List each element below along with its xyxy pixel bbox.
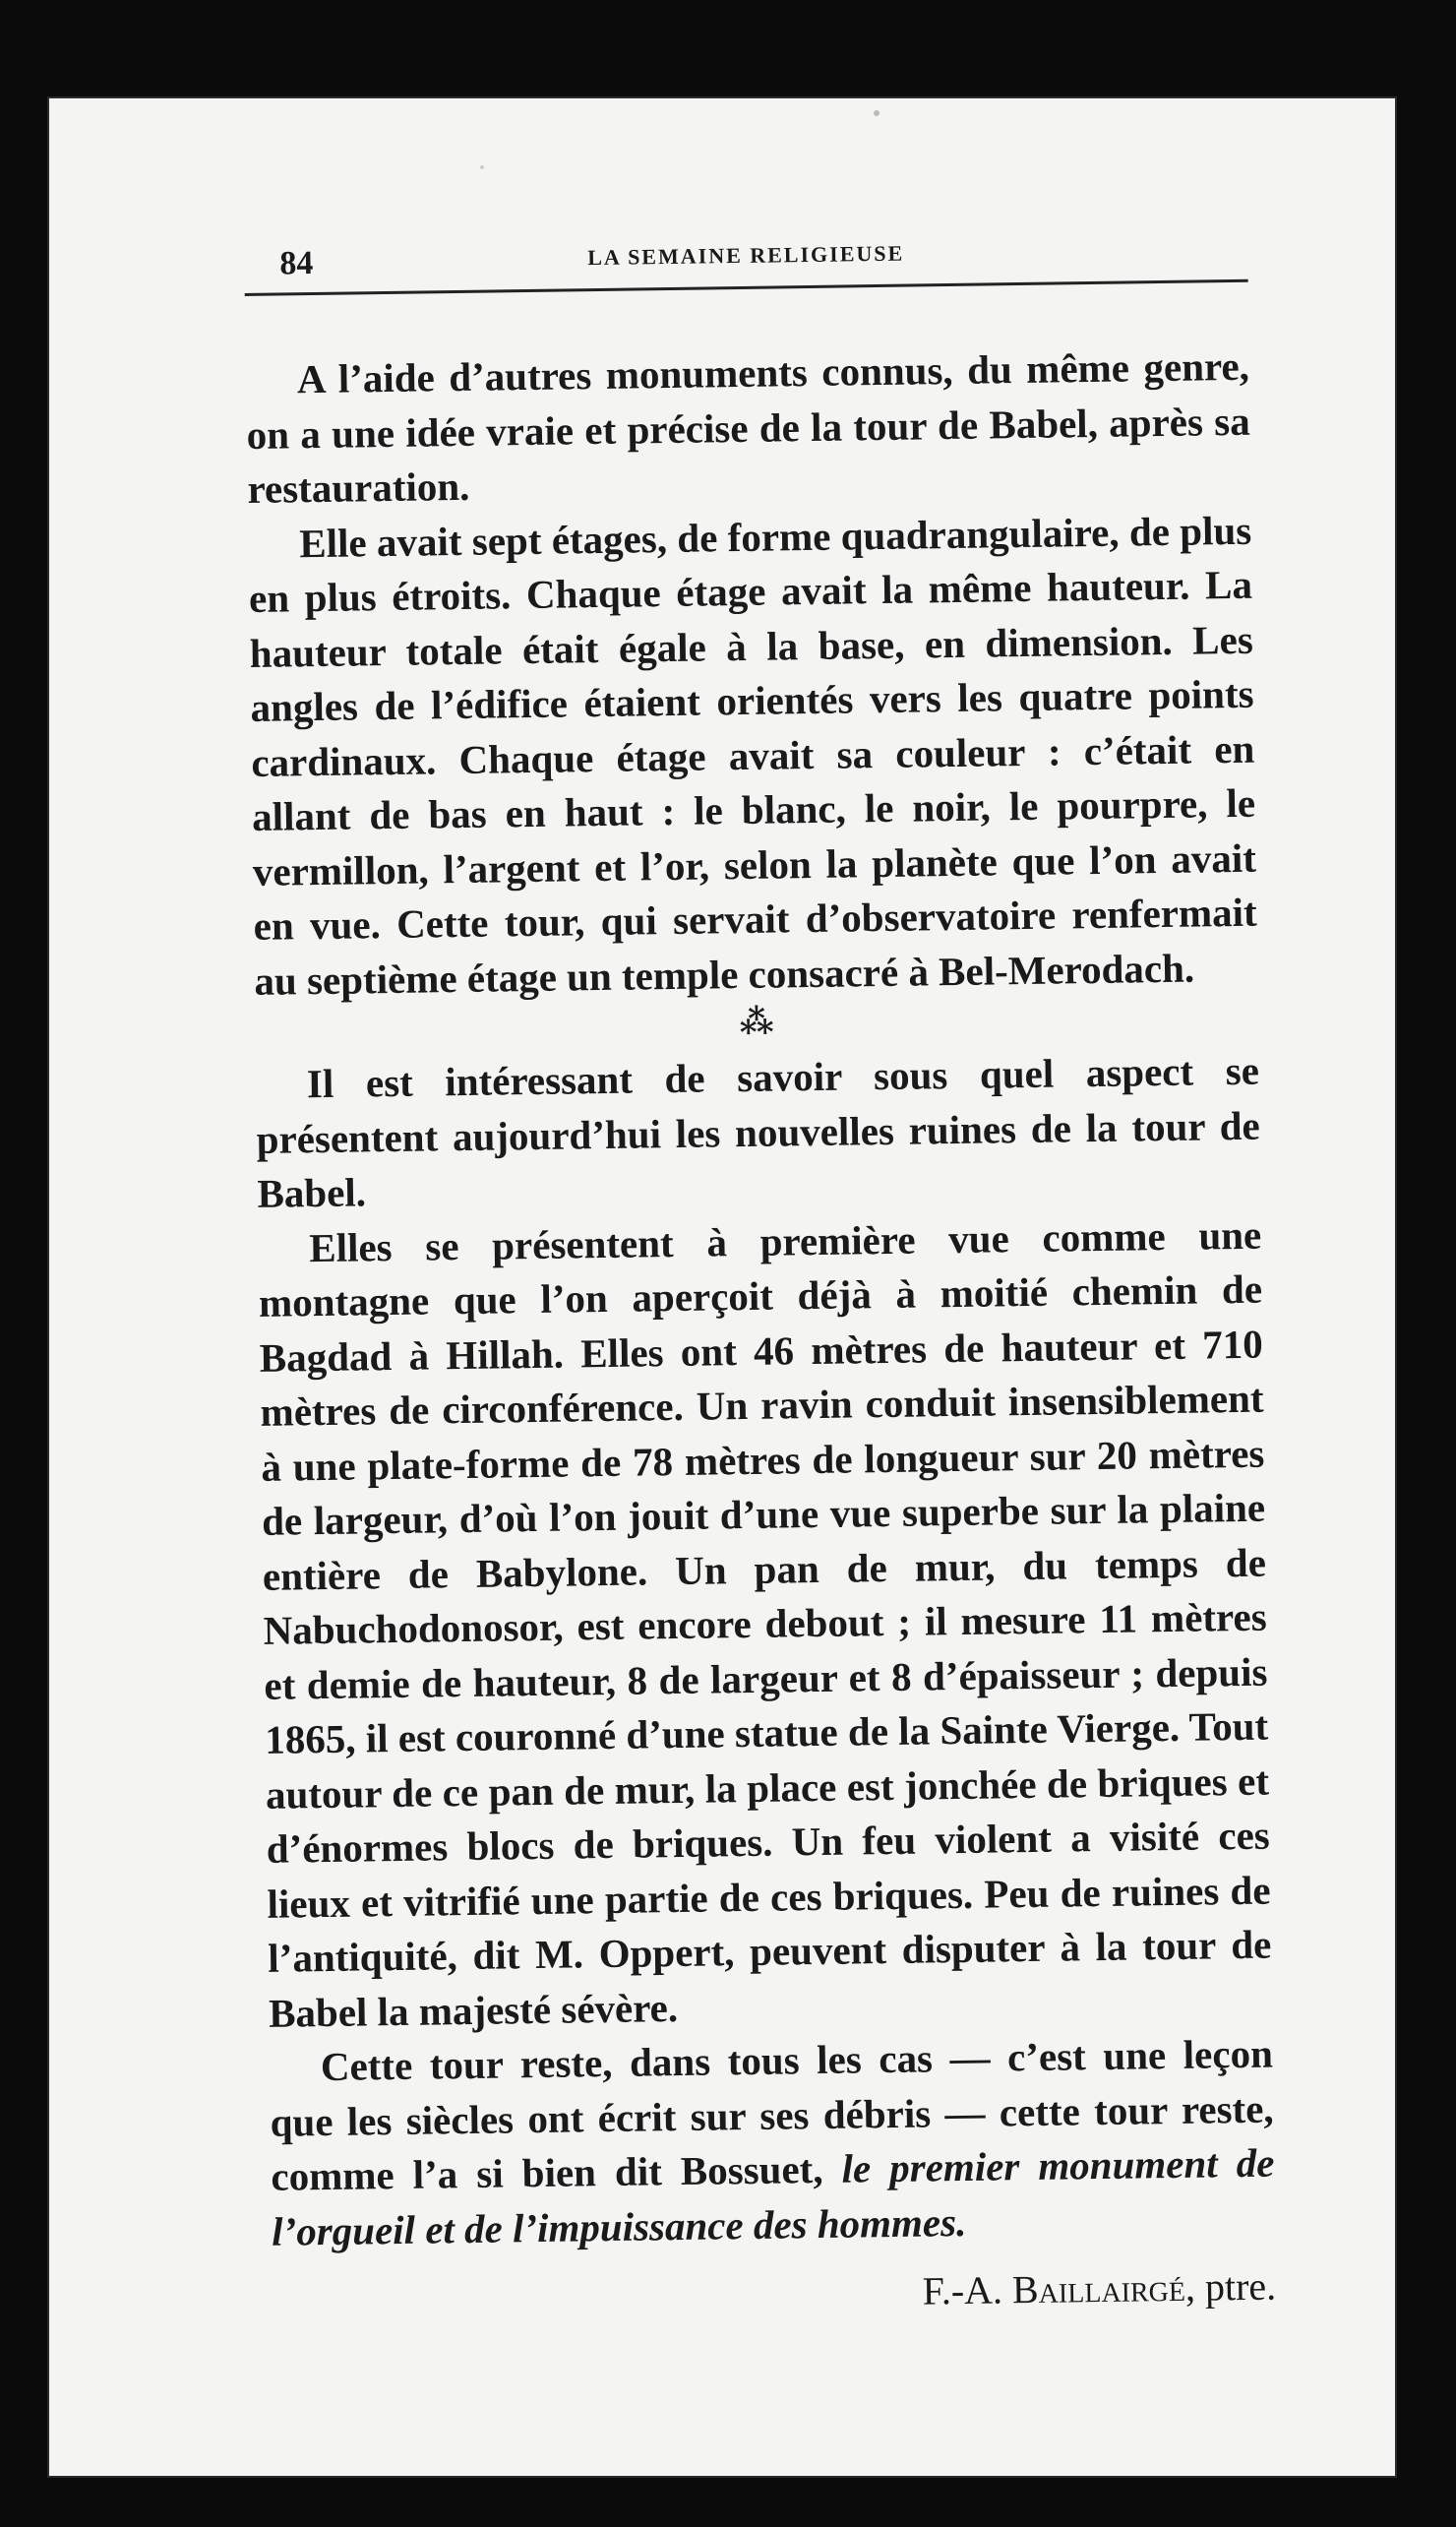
paragraph: A l’aide d’autres monuments connus, du même genre, on a une idée vraie et précise de la tour de Babel, après sa restauration. [246, 342, 1250, 512]
author-signature [273, 2259, 1277, 2328]
article-body [246, 339, 1277, 2328]
bossuet-quote: le premier monument de l’orgueil et de l’impuissance des hommes. [271, 2139, 1275, 2254]
closing-paragraph [270, 2027, 1276, 2259]
author-surname: Baillairgé [1011, 2264, 1186, 2312]
running-title: LA SEMAINE RELIGIEUSE [587, 240, 905, 271]
asterism-separator: ⁂ [739, 1004, 774, 1042]
scan-speck [874, 110, 880, 116]
author-title: , ptre. [1184, 2263, 1277, 2310]
page-content [244, 228, 1278, 2407]
author-initials: F.-A. [922, 2267, 1003, 2313]
paragraph: Elles se présentent à première vue comme une montagne que l’on aperçoit déjà à moitié chemin de Bagdad à Hillah. Elles ont 46 mètres de hauteur et 710 mètres de circonférence. Un ravin conduit insensiblement à une plate-forme de 78 mètres de longueur sur 20 mètres de largeur, d’où l’on jouit d’une vue superbe sur la plaine entière de Babylone. Un pan de mur, du temps de Nabuchodonosor, est encore debout ; il mesure 11 mètres et demie de hauteur, 8 de largeur et 8 d’épaisseur ; depuis 1865, il est couronné d’une statue de la Sainte Vierge. Tout autour de ce pan de mur, la place est jonchée de briques et d’énormes blocs de briques. Un feu violent a visité ces lieux et vitrifié une partie de ces briques. Peu de ruines de l’antiquité, dit M. Oppert, peuvent disputer à la tour de Babel la majesté sévère. [258, 1211, 1272, 2036]
paragraph: Il est intéressant de savoir sous quel aspect se présentent aujourd’hui les nouvelles ruines de la tour de Babel. [256, 1047, 1260, 1216]
scanned-page [47, 96, 1397, 2478]
paragraph: Elle avait sept étages, de forme quadrangulaire, de plus en plus étroits. Chaque étage avait la même hauteur. La hauteur totale était égale à la base, en dimension. Les angles de l’édifice étaient orientés vers les quatre points cardinaux. Chaque étage avait sa couleur : c’était en allant de bas en haut : le blanc, le noir, le pourpre, le vermillon, l’argent et l’or, selon la planète que l’on avait en vue. Cette tour, qui servait d’observatoire renfermait au septième étage un temple consacré à Bel-Merodach. [248, 507, 1257, 1004]
scan-speck [480, 165, 484, 169]
page-number: 84 [279, 245, 314, 282]
closing-text: Cette tour reste, dans tous les cas — c’est une leçon que les siècles ont écrit sur ses débris — cette tour reste, comme l’a si bien dit Bossuet, [270, 2030, 1274, 2199]
page-header [244, 228, 1248, 296]
